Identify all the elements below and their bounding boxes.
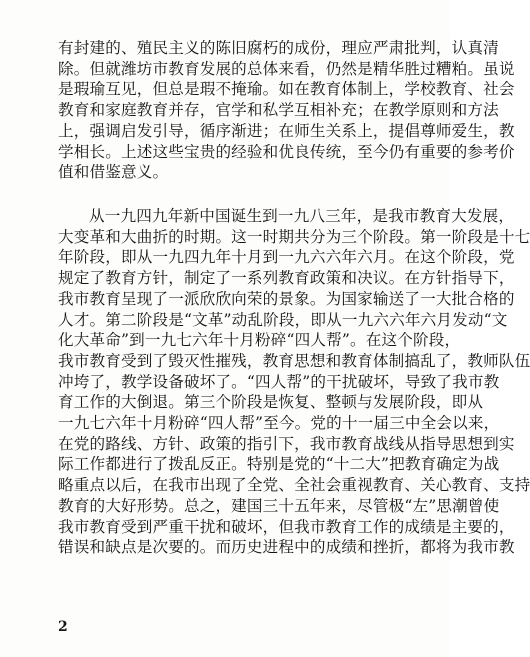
text-line: 化大革命”到一九七六年十月粉碎“四人帮”。在这个阶段，	[58, 331, 461, 350]
text-line: 一九七六年十月粉碎“四人帮”至今。党的十一届三中全会以来，	[58, 414, 500, 432]
text-line: 我市教育呈现了一派欣欣向荣的景象。为国家输送了一大批合格的	[58, 289, 515, 308]
page-number: 2	[58, 619, 68, 635]
text-line: 从一九四九年新中国诞生到一九八三年，是我市教育大发展，	[89, 207, 515, 225]
text-line: 大变革和大曲折的时期。这一时期共分为三个阶段。第一阶段是十七	[58, 227, 530, 246]
text-line: 是瑕瑜互见，但总是瑕不掩瑜。如在教育体制上，学校教育、社会	[58, 80, 515, 99]
text-line: 教育和家庭教育并存，官学和私学互相补充；在教学原则和方法	[58, 101, 499, 120]
text-line: 年阶段，即从一九四九年十月到一九六六年六月。在这个阶段，党	[58, 248, 515, 267]
text-line: 错误和缺点是次要的。而历史进程中的成绩和挫折，都将为我市教	[58, 538, 515, 557]
text-line: 育工作的大倒退。第三个阶段是恢复、整顿与发展阶段，即从	[58, 393, 484, 412]
text-line: 人才。第二阶段是“文革”动乱阶段，即从一九六六年六月发动“文	[58, 310, 508, 329]
text-line: 在党的路线、方针、政策的指引下，我市教育战线从指导思想到实	[58, 434, 515, 453]
text-line: 有封建的、殖民主义的陈旧腐朽的成份，理应严肃批判，认真清	[58, 39, 499, 57]
text-line: 冲垮了，教学设备破坏了。“四人帮”的干扰破坏，导致了我市教	[58, 372, 500, 391]
text-line: 规定了教育方针，制定了一系列教育政策和决议。在方针指导下，	[58, 269, 515, 288]
text-line: 学相长。上述这些宝贵的经验和优良传统，至今仍有重要的参考价	[58, 142, 515, 161]
text-line: 除。但就潍坊市教育发展的总体来看，仍然是精华胜过糟粕。虽说	[58, 59, 515, 78]
text-line: 上，强调启发引导，循序渐进；在师生关系上，提倡尊师爱生，教	[58, 121, 515, 140]
text-line: 值和借鉴意义。	[58, 163, 169, 182]
text-line: 我市教育受到了毁灭性摧残，教育思想和教育体制搞乱了，教师队伍	[58, 351, 530, 370]
text-line: 际工作都进行了拨乱反正。特别是党的“十二大”把教育确定为战	[58, 455, 500, 474]
text-line: 教育的大好形势。总之，建国三十五年来，尽管极“左”思潮曾使	[58, 496, 500, 515]
text-line: 我市教育受到严重干扰和破坏，但我市教育工作的成绩是主要的，	[58, 517, 515, 536]
text-line: 略重点以后，在我市出现了全党、全社会重视教育、关心教育、支持	[58, 476, 530, 495]
